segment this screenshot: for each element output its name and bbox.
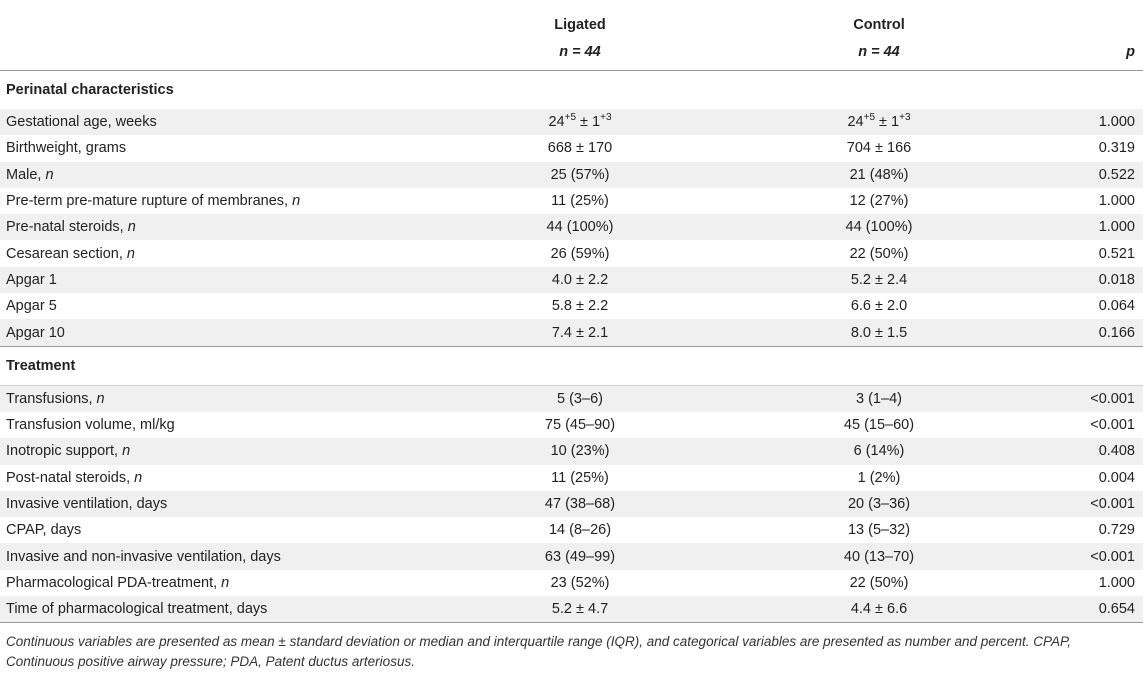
ligated-value: 4.0 ± 2.2 bbox=[430, 267, 730, 293]
control-value: 1 (2%) bbox=[730, 465, 1028, 491]
row-label-text: Apgar 5 bbox=[6, 298, 57, 315]
section-perinatal bbox=[0, 71, 1143, 110]
table-row bbox=[0, 135, 1143, 161]
row-label bbox=[0, 188, 430, 214]
row-label bbox=[0, 267, 430, 293]
p-value: 0.521 bbox=[1028, 240, 1143, 266]
table-row bbox=[0, 109, 1143, 135]
row-label-text: Cesarean section, bbox=[6, 245, 127, 262]
table-row bbox=[0, 543, 1143, 569]
row-label bbox=[0, 240, 430, 266]
row-label bbox=[0, 385, 430, 412]
table-row bbox=[0, 267, 1143, 293]
row-label bbox=[0, 109, 430, 135]
header-ligated: Ligated bbox=[430, 0, 730, 33]
row-label-n: n bbox=[134, 469, 143, 486]
header-empty-p bbox=[1028, 0, 1143, 33]
header-p: p bbox=[1028, 33, 1143, 71]
row-label-text: Apgar 10 bbox=[6, 324, 65, 341]
ligated-value: 10 (23%) bbox=[430, 438, 730, 464]
row-label-text: Transfusion volume, ml/kg bbox=[6, 417, 175, 434]
ligated-value: 5 (3–6) bbox=[430, 385, 730, 412]
control-value: 4.4 ± 6.6 bbox=[730, 596, 1028, 623]
row-label-n: n bbox=[221, 574, 230, 591]
control-value-sup: +5 bbox=[863, 112, 876, 124]
control-value-sup2: +3 bbox=[899, 112, 911, 124]
control-value: 20 (3–36) bbox=[730, 491, 1028, 517]
p-value: 1.000 bbox=[1028, 214, 1143, 240]
table-row bbox=[0, 293, 1143, 319]
control-value: 44 (100%) bbox=[730, 214, 1028, 240]
table-header bbox=[0, 0, 1143, 71]
row-label bbox=[0, 570, 430, 596]
row-label-text: Pre-natal steroids, bbox=[6, 219, 128, 236]
row-label-n: n bbox=[126, 245, 135, 262]
table-row bbox=[0, 162, 1143, 188]
p-value: 0.654 bbox=[1028, 596, 1143, 623]
table-row bbox=[0, 596, 1143, 623]
table-row bbox=[0, 412, 1143, 438]
ligated-value: 23 (52%) bbox=[430, 570, 730, 596]
row-label-n: n bbox=[127, 219, 136, 236]
section-title-perinatal: Perinatal characteristics bbox=[0, 71, 1143, 110]
p-value: 0.522 bbox=[1028, 162, 1143, 188]
p-value: 0.729 bbox=[1028, 517, 1143, 543]
p-value: <0.001 bbox=[1028, 385, 1143, 412]
p-value: 1.000 bbox=[1028, 570, 1143, 596]
row-label-text: Pharmacological PDA-treatment, bbox=[6, 574, 222, 591]
table-row bbox=[0, 491, 1143, 517]
control-value: 22 (50%) bbox=[730, 240, 1028, 266]
control-value bbox=[730, 109, 1028, 135]
p-value: 1.000 bbox=[1028, 188, 1143, 214]
p-value: <0.001 bbox=[1028, 491, 1143, 517]
ligated-value: 44 (100%) bbox=[430, 214, 730, 240]
control-value: 8.0 ± 1.5 bbox=[730, 319, 1028, 346]
p-value: 0.064 bbox=[1028, 293, 1143, 319]
row-label-text: Invasive ventilation, days bbox=[6, 496, 168, 512]
ligated-value: 75 (45–90) bbox=[430, 412, 730, 438]
control-value: 6 (14%) bbox=[730, 438, 1028, 464]
p-value: <0.001 bbox=[1028, 543, 1143, 569]
p-value: <0.001 bbox=[1028, 412, 1143, 438]
ligated-value: 5.8 ± 2.2 bbox=[430, 293, 730, 319]
ligated-value-sup2: +3 bbox=[600, 112, 612, 124]
control-value: 22 (50%) bbox=[730, 570, 1028, 596]
row-label bbox=[0, 412, 430, 438]
control-value: 21 (48%) bbox=[730, 162, 1028, 188]
row-label bbox=[0, 596, 430, 623]
header-empty bbox=[0, 0, 430, 33]
p-value: 0.018 bbox=[1028, 267, 1143, 293]
table-row bbox=[0, 319, 1143, 346]
ligated-value: 25 (57%) bbox=[430, 162, 730, 188]
p-value: 1.000 bbox=[1028, 109, 1143, 135]
row-label bbox=[0, 162, 430, 188]
control-value: 13 (5–32) bbox=[730, 517, 1028, 543]
header-ligated-n bbox=[430, 33, 730, 71]
control-value: 5.2 ± 2.4 bbox=[730, 267, 1028, 293]
header-control-n-text: n = 44 bbox=[858, 43, 900, 60]
section-treatment bbox=[0, 346, 1143, 385]
row-label-text: Inotropic support, bbox=[6, 443, 123, 460]
control-value: 3 (1–4) bbox=[730, 385, 1028, 412]
row-label-n: n bbox=[122, 443, 131, 460]
ligated-value: 11 (25%) bbox=[430, 188, 730, 214]
p-value: 0.408 bbox=[1028, 438, 1143, 464]
row-label-text: Time of pharmacological treatment, days bbox=[6, 601, 268, 618]
row-label bbox=[0, 135, 430, 161]
ligated-value-sup: +5 bbox=[564, 112, 577, 124]
control-value: 12 (27%) bbox=[730, 188, 1028, 214]
row-label bbox=[0, 543, 430, 569]
row-label-text: Pre-term pre-mature rupture of membranes, bbox=[6, 193, 293, 210]
section-title-treatment: Treatment bbox=[0, 346, 1143, 385]
header-ligated-n-text: n = 44 bbox=[559, 43, 601, 60]
row-label-n: n bbox=[45, 166, 54, 183]
row-label bbox=[0, 438, 430, 464]
header-control-n bbox=[730, 33, 1028, 71]
control-value: 40 (13–70) bbox=[730, 543, 1028, 569]
p-value: 0.319 bbox=[1028, 135, 1143, 161]
ligated-value: 63 (49–99) bbox=[430, 543, 730, 569]
table-row bbox=[0, 214, 1143, 240]
row-label bbox=[0, 517, 430, 543]
ligated-value-mid: ± 1 bbox=[576, 114, 601, 131]
table-row bbox=[0, 188, 1143, 214]
table-row bbox=[0, 438, 1143, 464]
table-row bbox=[0, 465, 1143, 491]
control-value: 6.6 ± 2.0 bbox=[730, 293, 1028, 319]
ligated-value: 668 ± 170 bbox=[430, 135, 730, 161]
ligated-value: 7.4 ± 2.1 bbox=[430, 319, 730, 346]
ligated-value: 47 (38–68) bbox=[430, 491, 730, 517]
control-value-mid: ± 1 bbox=[875, 114, 900, 131]
row-label bbox=[0, 214, 430, 240]
table-row bbox=[0, 570, 1143, 596]
table-row bbox=[0, 517, 1143, 543]
header-control: Control bbox=[730, 0, 1028, 33]
row-label-n: n bbox=[292, 193, 301, 210]
table-row bbox=[0, 385, 1143, 412]
row-label-text: Male, bbox=[6, 166, 46, 183]
row-label bbox=[0, 319, 430, 346]
ligated-value: 26 (59%) bbox=[430, 240, 730, 266]
p-value: 0.004 bbox=[1028, 465, 1143, 491]
row-label-text: Apgar 1 bbox=[6, 271, 57, 288]
control-value: 704 ± 166 bbox=[730, 135, 1028, 161]
row-label-text: CPAP, days bbox=[6, 522, 82, 539]
row-label-text: Post-natal steroids, bbox=[6, 469, 135, 486]
p-value: 0.166 bbox=[1028, 319, 1143, 346]
header-empty-2 bbox=[0, 33, 430, 71]
row-label-text: Invasive and non-invasive ventilation, days bbox=[6, 548, 281, 565]
row-label bbox=[0, 491, 430, 517]
ligated-value: 11 (25%) bbox=[430, 465, 730, 491]
row-label bbox=[0, 465, 430, 491]
ligated-value-base: 24 bbox=[548, 114, 565, 131]
row-label-text: Gestational age, weeks bbox=[6, 114, 157, 131]
table-footnote: Continuous variables are presented as mean ± standard deviation or median and interquartile range (IQR), and categorical variables are presented as number and percent. CPAP, Continuous positive airway pressure; PDA, Patent ductus arteriosus. bbox=[6, 634, 1072, 670]
control-value-base: 24 bbox=[847, 114, 864, 131]
ligated-value: 14 (8–26) bbox=[430, 517, 730, 543]
control-value: 45 (15–60) bbox=[730, 412, 1028, 438]
row-label-text: Birthweight, grams bbox=[6, 140, 127, 157]
row-label-n: n bbox=[96, 390, 105, 407]
ligated-value: 5.2 ± 4.7 bbox=[430, 596, 730, 623]
table-row bbox=[0, 240, 1143, 266]
row-label bbox=[0, 293, 430, 319]
row-label-text: Transfusions, bbox=[6, 390, 97, 407]
ligated-value bbox=[430, 109, 730, 135]
